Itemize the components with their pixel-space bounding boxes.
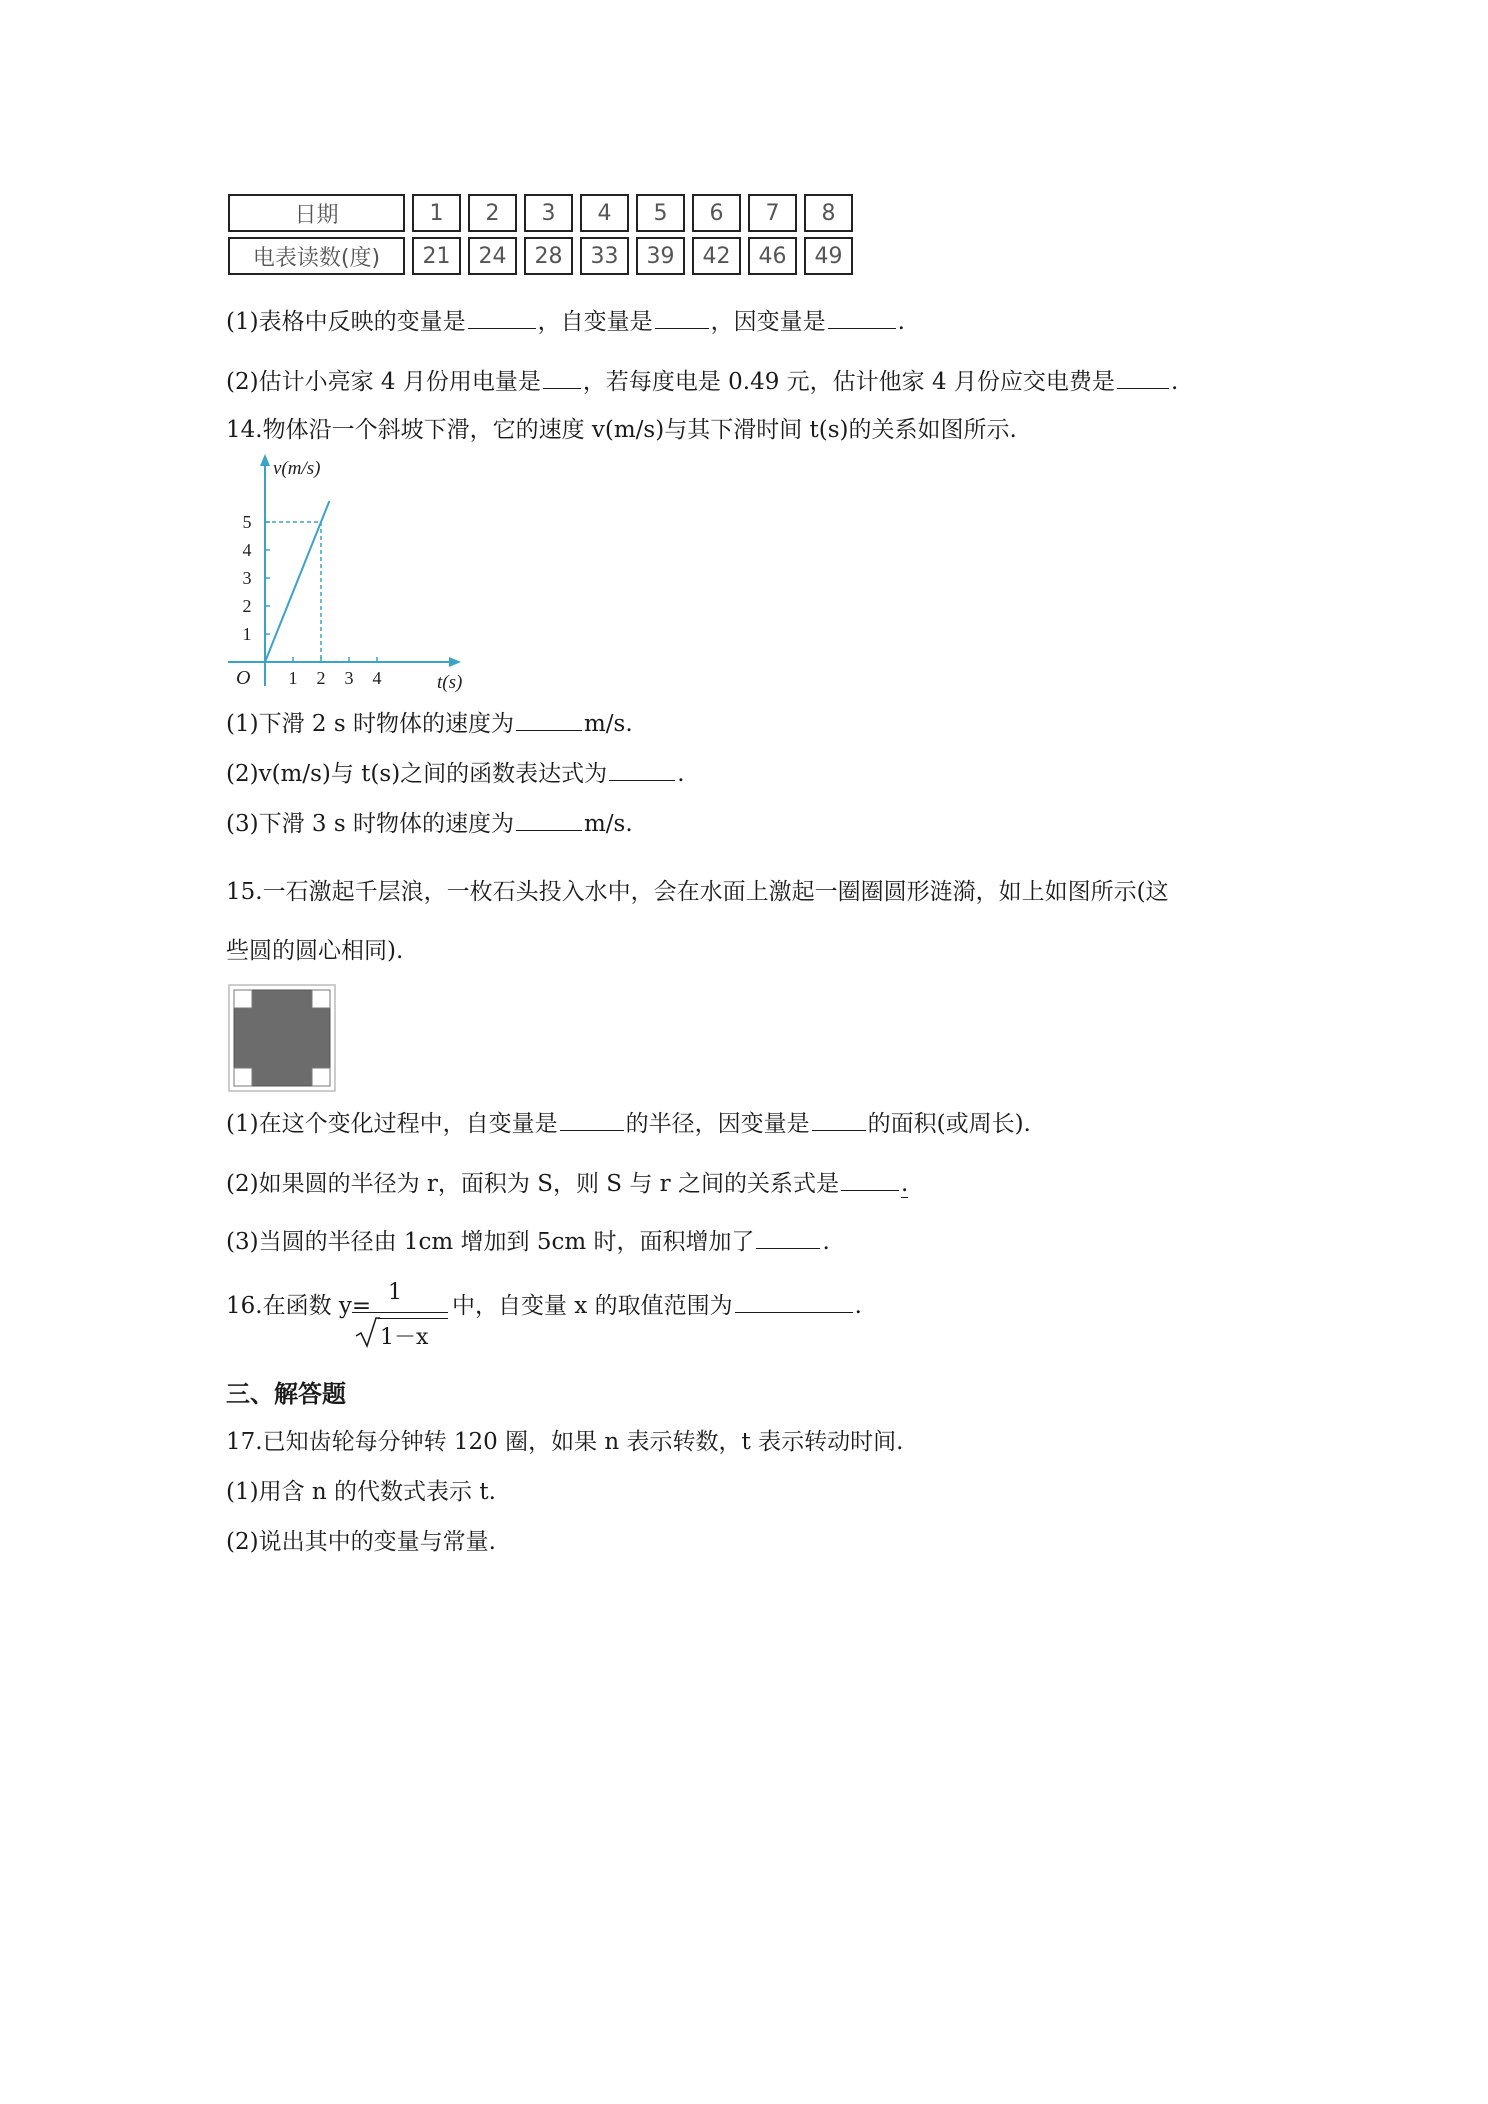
q15-p2-text: . xyxy=(900,1171,909,1197)
radical-bar xyxy=(378,1318,448,1319)
section-heading: 三、解答题 xyxy=(226,1380,346,1408)
y-axis-arrow xyxy=(260,454,270,466)
x-tick-label: 4 xyxy=(372,668,382,688)
velocity-time-chart xyxy=(220,452,470,700)
q17-part1: (1)用含 n 的代数式表示 t. xyxy=(226,1479,496,1505)
corner-notch xyxy=(234,1068,252,1086)
date-cell: 8 xyxy=(804,194,853,232)
answer-blank[interactable] xyxy=(1117,366,1169,389)
q13-p1-text: . xyxy=(897,309,905,335)
reading-cell: 49 xyxy=(804,237,853,275)
corner-notch xyxy=(234,990,252,1008)
q15-stem-line2: 些圆的圆心相同). xyxy=(226,938,404,964)
reading-cell: 28 xyxy=(524,237,573,275)
x-tick-label: 1 xyxy=(288,668,298,688)
origin-label: O xyxy=(236,667,251,689)
q14-part1 xyxy=(226,708,633,740)
row-label-date: 日期 xyxy=(228,194,405,232)
q15-p1-text: 的面积(或周长). xyxy=(867,1111,1031,1137)
date-cell: 3 xyxy=(524,194,573,232)
q16-suffix-text: 中，自变量 x 的取值范围为 xyxy=(452,1293,733,1319)
q13-p1-text: (1)表格中反映的变量是 xyxy=(226,309,466,335)
reading-cell: 33 xyxy=(580,237,629,275)
q15-part3 xyxy=(226,1226,830,1258)
fraction-expression xyxy=(352,1280,452,1350)
q14-p2-text: (2)v(m/s)与 t(s)之间的函数表达式为 xyxy=(226,761,608,787)
q16-end-text: . xyxy=(854,1293,862,1319)
series-line xyxy=(265,501,329,662)
q15-p1-text: (1)在这个变化过程中，自变量是 xyxy=(226,1111,558,1137)
x-tick-label: 2 xyxy=(316,668,326,688)
answer-blank[interactable] xyxy=(828,306,896,329)
date-cell: 1 xyxy=(412,194,461,232)
q14-p1-text: m/s. xyxy=(583,711,633,737)
y-tick-label: 2 xyxy=(242,596,252,616)
q15-stem-line1: 15.一石激起千层浪，一枚石头投入水中，会在水面上激起一圈圈圆形涟漪，如上如图所示(这 xyxy=(226,879,1169,905)
answer-blank[interactable] xyxy=(655,306,709,329)
q13-p2-text: ，若每度电是 0.49 元，估计他家 4 月份应交电费是 xyxy=(582,369,1115,395)
q13-part2 xyxy=(226,366,1178,398)
fraction-bar xyxy=(352,1312,448,1313)
reading-cell: 42 xyxy=(692,237,741,275)
answer-blank[interactable] xyxy=(812,1108,866,1131)
q15-p2-text: (2)如果圆的半径为 r，面积为 S，则 S 与 r 之间的关系式是 xyxy=(226,1171,839,1197)
q16-suffix xyxy=(452,1290,862,1322)
y-tick-label: 5 xyxy=(242,512,252,532)
answer-blank[interactable] xyxy=(516,708,582,731)
reading-cell: 46 xyxy=(748,237,797,275)
q15-part1 xyxy=(226,1108,1031,1140)
q17-stem: 17.已知齿轮每分钟转 120 圈，如果 n 表示转数，t 表示转动时间. xyxy=(226,1429,904,1455)
corner-notch xyxy=(312,990,330,1008)
q13-p1-text: ，自变量是 xyxy=(537,309,653,335)
y-tick-label: 4 xyxy=(242,540,252,560)
y-tick-label: 3 xyxy=(242,568,252,588)
reading-cell: 39 xyxy=(636,237,685,275)
y-axis-label: v(m/s) xyxy=(273,458,321,479)
row-label-reading: 电表读数(度) xyxy=(228,237,405,275)
ripple-figure xyxy=(228,984,338,1094)
q16-prefix: 16.在函数 y= xyxy=(226,1293,372,1319)
q13-p2-text: . xyxy=(1170,369,1179,395)
radicand: 1－x xyxy=(380,1325,429,1350)
q15-p3-text: (3)当圆的半径由 1cm 增加到 5cm 时，面积增加了 xyxy=(226,1229,755,1255)
fraction-numerator: 1 xyxy=(388,1280,402,1305)
date-cell: 2 xyxy=(468,194,517,232)
date-cell: 5 xyxy=(636,194,685,232)
answer-blank[interactable] xyxy=(468,306,536,329)
q14-p3-text: m/s. xyxy=(583,811,633,837)
answer-blank[interactable] xyxy=(516,808,582,831)
q13-p2-text: (2)估计小亮家 4 月份用电量是 xyxy=(226,369,541,395)
q14-part3 xyxy=(226,808,633,840)
answer-blank[interactable] xyxy=(560,1108,624,1131)
table-row-dates xyxy=(228,194,853,232)
q14-p2-text: . xyxy=(677,761,685,787)
date-cell: 7 xyxy=(748,194,797,232)
q14-p1-text: (1)下滑 2 s 时物体的速度为 xyxy=(226,711,514,737)
q14-part2 xyxy=(226,758,685,790)
q13-p1-text: ，因变量是 xyxy=(710,309,826,335)
answer-blank[interactable] xyxy=(841,1168,899,1191)
reading-cell: 24 xyxy=(468,237,517,275)
q15-p3-text: . xyxy=(822,1229,830,1255)
y-tick-label: 1 xyxy=(242,624,252,644)
answer-blank[interactable] xyxy=(543,366,581,389)
q15-part2 xyxy=(226,1168,908,1200)
radical-sign-icon xyxy=(354,1316,380,1348)
q15-p1-text: 的半径，因变量是 xyxy=(625,1111,810,1137)
x-axis-label: t(s) xyxy=(437,672,463,693)
x-tick-label: 3 xyxy=(344,668,354,688)
reading-cell: 21 xyxy=(412,237,461,275)
answer-blank[interactable] xyxy=(735,1290,853,1313)
table-row-readings xyxy=(228,237,853,275)
q17-part2: (2)说出其中的变量与常量. xyxy=(226,1529,496,1555)
corner-notch xyxy=(312,1068,330,1086)
answer-blank[interactable] xyxy=(756,1226,820,1249)
answer-blank[interactable] xyxy=(609,758,675,781)
meter-reading-table xyxy=(228,194,853,280)
date-cell: 4 xyxy=(580,194,629,232)
q13-part1 xyxy=(226,306,905,338)
q14-p3-text: (3)下滑 3 s 时物体的速度为 xyxy=(226,811,514,837)
date-cell: 6 xyxy=(692,194,741,232)
x-axis-arrow xyxy=(449,657,461,667)
q14-stem: 14.物体沿一个斜坡下滑，它的速度 v(m/s)与其下滑时间 t(s)的关系如图所示. xyxy=(226,417,1017,443)
